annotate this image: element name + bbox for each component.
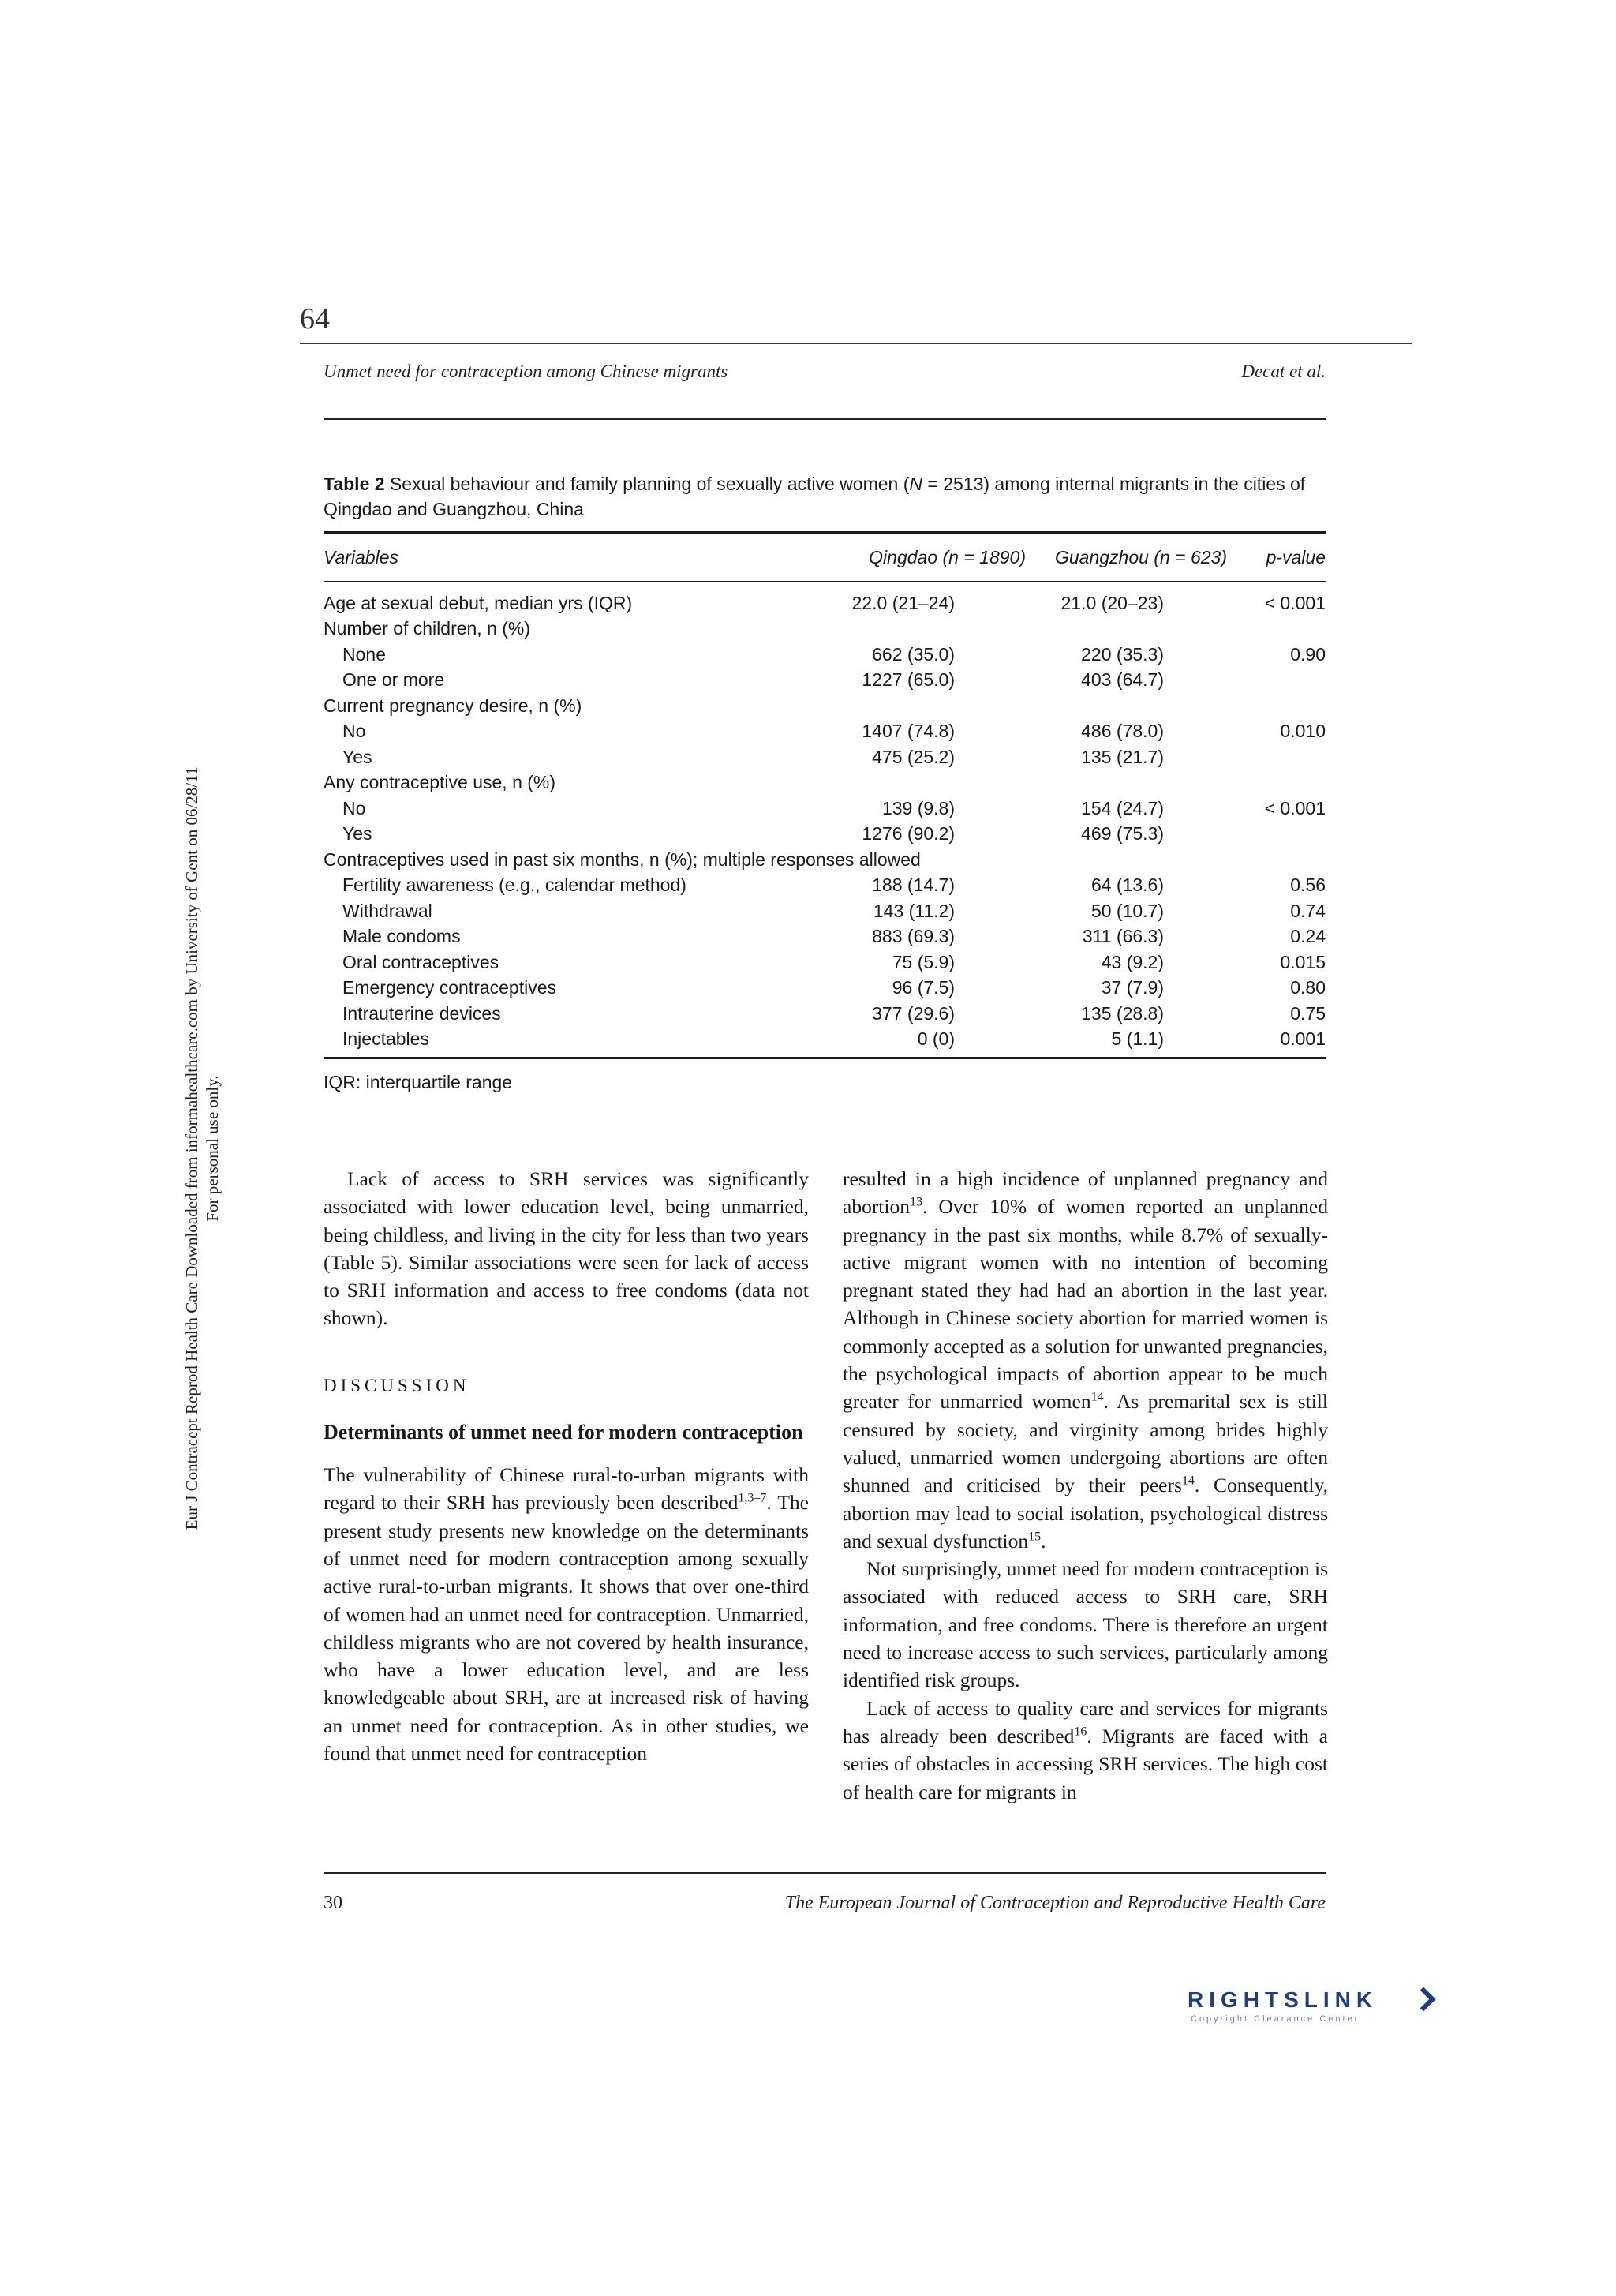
cell-guangzhou: 64 (13.6) [1090,875,1164,896]
cell-qingdao: 139 (9.8) [881,797,955,818]
paragraph-text: Lack of access to quality care and services for migrants has already been described [843,1696,1328,1747]
top-rule [300,343,1412,344]
cell-p-value: 0.56 [1290,875,1326,896]
citation: 14 [1181,1474,1195,1488]
row-label: Intrauterine devices [342,1002,501,1024]
paragraph-text: . Migrants are faced with a series of obstacles in accessing SRH services. The high cost of health care for migrants in [843,1724,1328,1803]
cell-p-value: 0.001 [1280,1028,1326,1050]
table-row [324,796,1326,822]
row-label: Oral contraceptives [342,951,499,972]
download-note-line2: For personal use only. [203,1075,222,1222]
cell-p-value: 0.24 [1290,926,1326,947]
running-authors: Decat et al. [1241,361,1326,381]
download-note-line1: Eur J Contracept Reprod Health Care Downloaded from informahealthcare.com by University of Gent on 06/28/11 [182,766,201,1530]
paragraph-text: . Consequently, abortion may lead to social isolation, psychological distress and sexual dysfunction [843,1474,1328,1553]
header-variables: Variables [324,546,399,567]
cell-p-value: 0.74 [1290,900,1326,921]
table-caption-part1: Sexual behaviour and family planning of sexually active women ( [384,474,910,494]
cell-guangzhou: 220 (35.3) [1081,643,1164,665]
cell-qingdao: 96 (7.5) [892,977,955,998]
cell-guangzhou: 37 (7.9) [1101,977,1164,998]
row-label: Injectables [342,1028,429,1050]
download-note [170,754,234,1543]
cell-qingdao: 883 (69.3) [872,926,955,947]
row-label: Current pregnancy desire, n (%) [324,695,582,716]
paragraph [843,1165,1328,1555]
table-footnote: IQR: interquartile range [324,1072,513,1092]
table-caption-n: N [909,474,922,494]
data-table [324,531,1326,1093]
cell-guangzhou: 21.0 (20–23) [1060,592,1164,613]
paragraph [324,1461,809,1767]
cell-qingdao: 377 (29.6) [872,1002,955,1024]
table-label: Table 2 [324,474,385,494]
cell-p-value: 0.010 [1280,721,1326,742]
cell-qingdao: 75 (5.9) [892,951,955,972]
row-label: No [342,797,366,818]
header-p-value: p-value [1266,546,1326,567]
paragraph-text: . Over 10% of women reported an unplanned pregnancy in the past six months, while 8.7% of sexually-active migrant women with no intention of becoming pregnant stated they had had an abortion in the last year. Although in Chinese society abortion for married women is commonly accepted as a solution for unwanted pregnancies, the psychological impacts of abortion appear to be much greater for unmarried women [843,1195,1328,1414]
cell-guangzhou: 135 (28.8) [1081,1002,1164,1024]
journal-name: The European Journal of Contraception and Reproductive Health Care [784,1893,1326,1913]
cell-guangzhou: 154 (24.7) [1081,797,1164,818]
rightslink-logo[interactable] [1188,1987,1432,2035]
row-label: Age at sexual debut, median yrs (IQR) [324,592,633,613]
table-caption [324,471,1326,522]
page-footer [324,1893,1326,1914]
table-row [324,642,1326,668]
section-heading: DISCUSSION [324,1375,470,1395]
table-row [324,1027,1326,1053]
cell-qingdao: 188 (14.7) [872,875,955,896]
table-row [324,847,1326,873]
paragraph-text: . As premarital sex is still censured by society, and virginity among brides highly valued, unmarried women undergoing abortions are often shunned and criticised by their peers [843,1390,1328,1497]
cell-guangzhou: 486 (78.0) [1081,721,1164,742]
citation: 1,3–7 [738,1491,767,1505]
cell-qingdao: 143 (11.2) [873,900,955,921]
subsection-heading: Determinants of unmet need for modern contraception [324,1421,803,1444]
header-guangzhou: Guangzhou (n = 623) [1054,546,1227,567]
row-label: Number of children, n (%) [324,618,531,639]
cell-qingdao: 1407 (74.8) [862,721,955,742]
head-rule [324,418,1326,420]
table-header-row [324,534,1326,581]
rightslink-subtitle: Copyright Clearance Center [1191,2014,1360,2024]
citation: 16 [1074,1725,1087,1739]
cell-guangzhou: 311 (66.3) [1082,926,1164,947]
running-head [324,361,1326,382]
citation: 15 [1028,1530,1042,1544]
cell-guangzhou: 403 (64.7) [1081,669,1164,691]
table-row [324,822,1326,848]
paragraph: Lack of access to SRH services was significantly associated with lower education level, being unmarried, being childless, and living in the city for less than two years (Table 5). Similar associations were seen for lack of access to SRH information and access to free condoms (data not shown). [324,1167,809,1330]
paragraph-text: The vulnerability of Chinese rural-to-urban migrants with regard to their SRH has previously been described [324,1463,809,1515]
left-column [324,1165,809,1767]
table-row [324,1001,1326,1027]
cell-guangzhou: 135 (21.7) [1081,746,1164,767]
cell-p-value: < 0.001 [1264,592,1326,613]
right-column [843,1165,1328,1806]
folio: 64 [300,302,330,335]
table-bottom-rule [324,1057,1326,1059]
table-row [324,898,1326,924]
table-row [324,924,1326,950]
paragraph-text: resulted in a high incidence of unplanned pregnancy and abortion [843,1167,1328,1219]
citation: 14 [1090,1390,1104,1404]
table-caption-part2: = 2513) among internal migrants in the cities of Qingdao and Guangzhou, China [324,474,1306,519]
table-row [324,976,1326,1002]
cell-qingdao: 1227 (65.0) [862,669,955,691]
table-row [324,616,1326,642]
paragraph-text: . [1041,1529,1046,1553]
cell-guangzhou: 50 (10.7) [1090,900,1164,921]
row-label: No [342,721,366,742]
cell-guangzhou: 5 (1.1) [1111,1028,1164,1050]
row-label: Fertility awareness (e.g., calendar method) [342,875,686,896]
cell-qingdao: 662 (35.0) [872,643,955,665]
header-qingdao: Qingdao (n = 1890) [869,546,1026,567]
table-row [324,693,1326,719]
row-label: Emergency contraceptives [342,977,557,998]
citation: 13 [909,1195,922,1209]
table-row [324,744,1326,770]
row-label: Contraceptives used in past six months, n (%); multiple responses allowed [324,848,921,870]
cell-p-value: 0.75 [1290,1002,1326,1024]
row-label: None [342,643,386,665]
running-title: Unmet need for contraception among Chinese migrants [324,361,728,381]
paragraph [843,1695,1328,1806]
cell-qingdao: 0 (0) [917,1028,955,1050]
page-number: 30 [324,1893,342,1913]
cell-qingdao: 1276 (90.2) [862,823,955,845]
cell-guangzhou: 469 (75.3) [1081,823,1164,845]
rightslink-wordmark: RIGHTSLINK [1188,1987,1378,2012]
cell-p-value: 0.015 [1280,951,1326,972]
table-row [324,873,1326,899]
table-row [324,949,1326,976]
row-label: Withdrawal [342,900,432,921]
cell-qingdao: 22.0 (21–24) [851,592,955,613]
paragraph: Not surprisingly, unmet need for modern contraception is associated with reduced access to SRH care, SRH information, and free condoms. There is therefore an urgent need to increase access to such services, particularly among identified risk groups. [843,1557,1328,1692]
cell-guangzhou: 43 (9.2) [1101,951,1164,972]
table-row [324,590,1326,616]
row-label: Yes [342,823,372,845]
row-label: Yes [342,746,372,767]
row-label: Any contraceptive use, n (%) [324,772,556,793]
table-row [324,668,1326,694]
paragraph-text: . The present study presents new knowledge on the determinants of unmet need for modern contraception among sexually active rural-to-urban migrants. It shows that over one-third of women had an unmet need for contraception. Unmarried, childless migrants who are not covered by health insurance, who have a lower education level, and are less knowledgeable about SRH, are at increased risk of having an unmet need for contraception. As in other studies, we found that unmet need for contraception [324,1491,810,1766]
cell-qingdao: 475 (25.2) [872,746,955,767]
table-row [324,770,1326,796]
footer-rule [324,1872,1326,1874]
row-label: One or more [342,669,445,691]
table-row [324,719,1326,745]
cell-p-value: < 0.001 [1264,797,1326,818]
cell-p-value: 0.90 [1290,643,1326,665]
cell-p-value: 0.80 [1290,977,1326,998]
row-label: Male condoms [342,926,461,947]
